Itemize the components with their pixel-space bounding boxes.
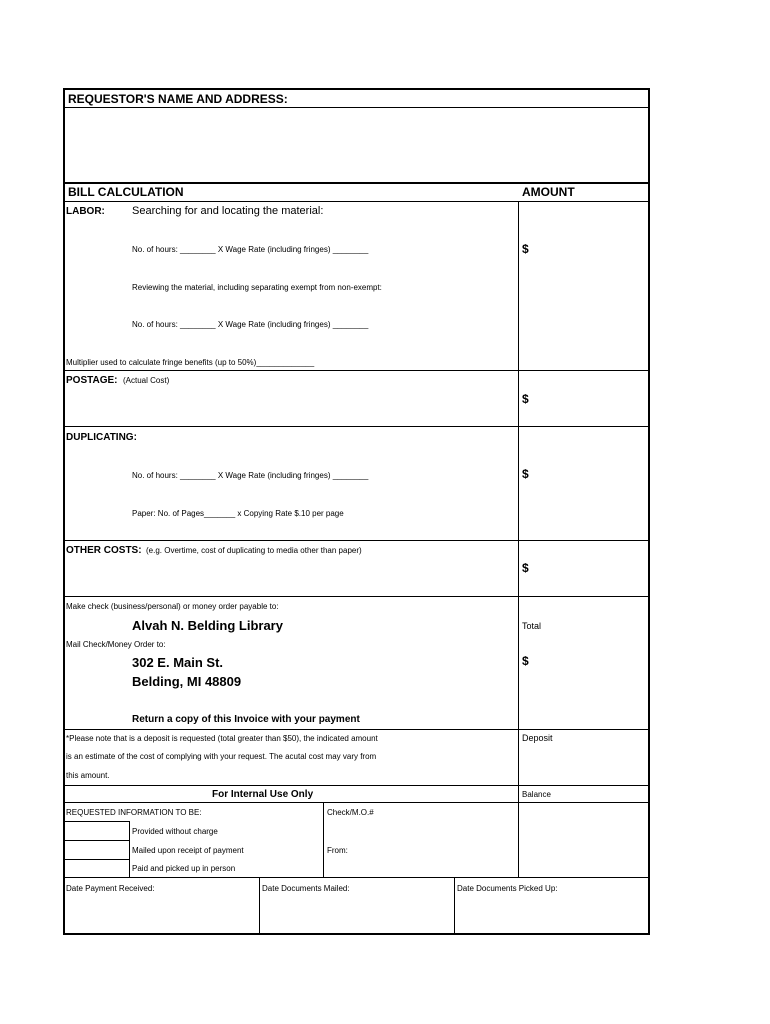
checkbox-mailed[interactable]	[65, 841, 128, 858]
hline	[63, 785, 650, 786]
check-divider	[323, 802, 324, 878]
postage-note: (Actual Cost)	[123, 376, 170, 385]
bill-calculation-heading: BILL CALCULATION	[68, 185, 184, 199]
option-paid-label: Paid and picked up in person	[132, 864, 236, 873]
labor-label: LABOR:	[66, 206, 105, 217]
hline	[63, 426, 650, 427]
frame-top	[63, 88, 650, 90]
labor-hours-line-2: No. of hours: ________ X Wage Rate (including fringes) ________	[132, 320, 369, 329]
frame-right	[648, 88, 650, 935]
date-documents-mailed-label: Date Documents Mailed:	[262, 884, 350, 893]
labor-searching-text: Searching for and locating the material:	[132, 205, 324, 217]
duplicating-paper-line: Paper: No. of Pages_______ x Copying Rate $.10 per page	[132, 509, 344, 518]
total-dollar-sign: $	[522, 654, 529, 668]
date-divider	[259, 877, 260, 934]
date-divider	[454, 877, 455, 934]
duplicating-hours-line: No. of hours: ________ X Wage Rate (including fringes) ________	[132, 471, 369, 480]
frame-left	[63, 88, 65, 935]
balance-label: Balance	[522, 790, 551, 799]
frame-bottom	[63, 933, 650, 935]
option-mailed-label: Mailed upon receipt of payment	[132, 846, 244, 855]
internal-use-heading: For Internal Use Only	[212, 789, 314, 800]
amount-divider	[518, 201, 519, 878]
checkbox-paid[interactable]	[65, 860, 128, 876]
total-label: Total	[522, 621, 542, 631]
payee-name: Alvah N. Belding Library	[132, 618, 283, 633]
address-line-2: Belding, MI 48809	[132, 674, 242, 689]
date-payment-received-label: Date Payment Received:	[66, 884, 155, 893]
labor-reviewing-text: Reviewing the material, including separating exempt from non-exempt:	[132, 283, 382, 292]
hline	[63, 201, 650, 202]
deposit-note-line-2: is an estimate of the cost of complying with your request. The acutal cost may vary from	[66, 752, 377, 761]
amount-heading: AMOUNT	[522, 185, 575, 199]
mail-to-text: Mail Check/Money Order to:	[66, 640, 166, 649]
from-label: From:	[327, 846, 348, 855]
hline	[63, 729, 650, 730]
labor-hours-line-1: No. of hours: ________ X Wage Rate (including fringes) ________	[132, 245, 369, 254]
address-line-1: 302 E. Main St.	[132, 655, 224, 670]
deposit-label: Deposit	[522, 733, 553, 743]
hline	[63, 182, 650, 184]
postage-dollar-sign: $	[522, 392, 529, 406]
option-provided-label: Provided without charge	[132, 827, 218, 836]
hline	[63, 540, 650, 541]
hline	[63, 370, 650, 371]
hline	[63, 596, 650, 597]
requestor-name-address-field[interactable]	[65, 108, 648, 182]
checkbox-provided[interactable]	[65, 822, 128, 839]
check-mo-label: Check/M.O.#	[327, 808, 374, 817]
checkbox-vline	[129, 821, 130, 877]
hline	[63, 877, 650, 878]
make-check-text: Make check (business/personal) or money order payable to:	[66, 602, 279, 611]
date-documents-picked-up-label: Date Documents Picked Up:	[457, 884, 558, 893]
deposit-note-line-1: *Please note that is a deposit is requested (total greater than $50), the indicated amount	[66, 734, 378, 743]
requestor-heading: REQUESTOR'S NAME AND ADDRESS:	[68, 92, 288, 106]
duplicating-dollar-sign: $	[522, 467, 529, 481]
requested-info-label: REQUESTED INFORMATION TO BE:	[66, 808, 202, 817]
labor-dollar-sign: $	[522, 242, 529, 256]
return-copy-text: Return a copy of this Invoice with your payment	[132, 714, 360, 725]
other-costs-note: (e.g. Overtime, cost of duplicating to media other than paper)	[146, 546, 362, 555]
hline	[63, 802, 650, 803]
postage-label: POSTAGE:	[66, 375, 118, 386]
multiplier-text: Multiplier used to calculate fringe benefits (up to 50%)_____________	[66, 358, 315, 367]
other-costs-label: OTHER COSTS:	[66, 545, 142, 556]
duplicating-label: DUPLICATING:	[66, 432, 137, 443]
other-costs-dollar-sign: $	[522, 561, 529, 575]
deposit-note-line-3: this amount.	[66, 771, 110, 780]
